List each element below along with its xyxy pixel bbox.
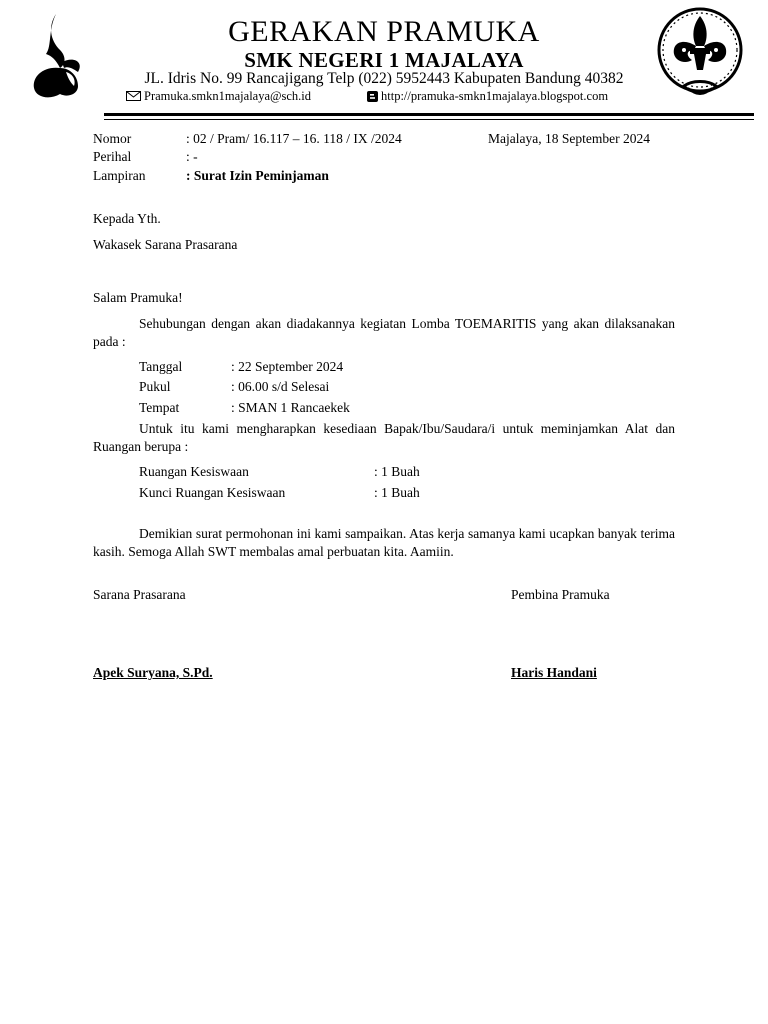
place-date: Majalaya, 18 September 2024 bbox=[488, 131, 650, 146]
contact-row bbox=[110, 87, 658, 103]
item-name: Ruangan Kesiswaan bbox=[139, 464, 249, 479]
right-signatory-role: Pembina Pramuka bbox=[511, 587, 610, 602]
email-contact bbox=[126, 87, 311, 104]
request-paragraph: Untuk itu kami mengharapkan kesediaan Bapak/Ibu/Saudara/i untuk meminjamkan Alat dan Ruangan berupa : bbox=[93, 421, 675, 454]
email-text[interactable]: Pramuka.smkn1majalaya@sch.id bbox=[144, 89, 312, 104]
salutation: Salam Pramuka! bbox=[93, 290, 183, 305]
nomor-value: : 02 / Pram/ 16.117 – 16. 118 / IX /2024 bbox=[186, 131, 402, 146]
blogger-icon bbox=[367, 91, 378, 102]
nomor-label: Nomor bbox=[93, 131, 132, 146]
left-signatory-name: Apek Suryana, S.Pd. bbox=[93, 665, 213, 680]
intro-paragraph: Sehubungan dengan akan diadakannya kegiatan Lomba TOEMARITIS yang akan dilaksanakan pada : bbox=[93, 316, 675, 349]
item-name: Kunci Ruangan Kesiswaan bbox=[139, 485, 286, 500]
envelope-icon bbox=[126, 91, 141, 101]
right-signatory-name: Haris Handani bbox=[511, 665, 597, 680]
perihal-label: Perihal bbox=[93, 149, 132, 164]
event-value: : SMAN 1 Rancaekek bbox=[231, 400, 350, 415]
event-label: Tanggal bbox=[139, 359, 183, 374]
header-rule-thin bbox=[104, 119, 754, 120]
lampiran-label: Lampiran bbox=[93, 168, 146, 183]
recipient-greeting: Kepada Yth. bbox=[93, 211, 161, 226]
closing-paragraph: Demikian surat permohonan ini kami sampaikan. Atas kerja samanya kami ucapkan banyak terima kasih. Semoga Allah SWT membalas amal perbuatan kita. Aamiin. bbox=[93, 526, 675, 559]
left-signatory-role: Sarana Prasarana bbox=[93, 587, 186, 602]
lampiran-value: : Surat Izin Peminjaman bbox=[186, 168, 329, 183]
blog-link[interactable]: http://pramuka-smkn1majalaya.blogspot.com bbox=[381, 89, 609, 104]
event-label: Tempat bbox=[139, 400, 180, 415]
perihal-value: : - bbox=[186, 149, 198, 164]
item-qty: : 1 Buah bbox=[374, 485, 420, 500]
org-title: GERAKAN PRAMUKA bbox=[228, 15, 540, 48]
recipient-name: Wakasek Sarana Prasarana bbox=[93, 237, 238, 252]
blog-contact bbox=[367, 87, 608, 104]
school-address: JL. Idris No. 99 Rancajigang Telp (022) 5952443 Kabupaten Bandung 40382 bbox=[144, 70, 624, 87]
tunas-kelapa-logo bbox=[26, 12, 88, 100]
event-value: : 22 September 2024 bbox=[231, 359, 344, 374]
school-name: SMK NEGERI 1 MAJALAYA bbox=[244, 48, 524, 72]
header-rule-thick bbox=[104, 113, 754, 116]
item-qty: : 1 Buah bbox=[374, 464, 420, 479]
event-value: : 06.00 s/d Selesai bbox=[231, 379, 330, 394]
event-label: Pukul bbox=[139, 379, 171, 394]
